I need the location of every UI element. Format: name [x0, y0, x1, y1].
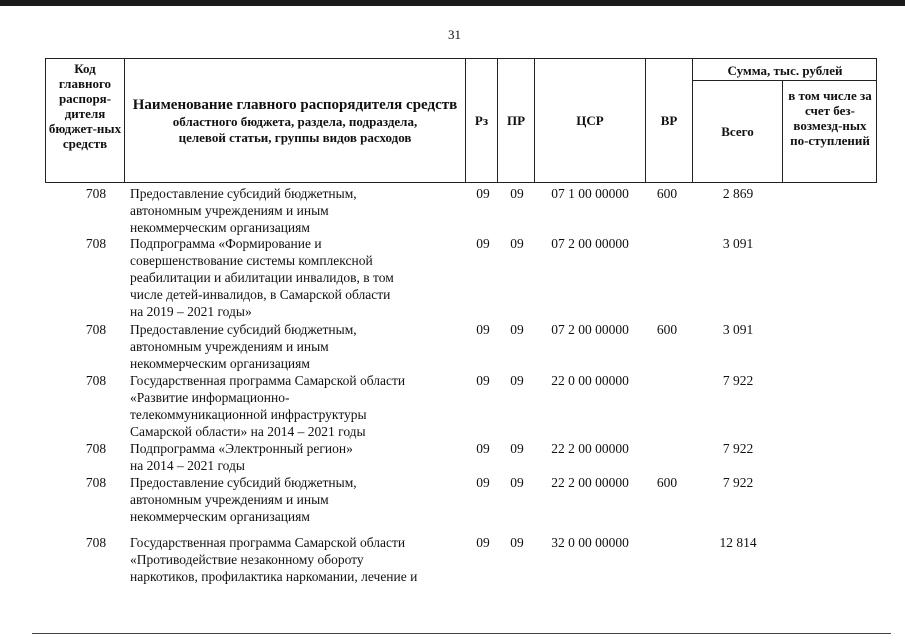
row-name-line: некоммерческим организациям	[130, 356, 310, 371]
row-code: 708	[85, 475, 107, 490]
row-total: 12 814	[719, 535, 757, 550]
scan-bottom-edge	[32, 633, 891, 634]
row-csr: 22 2 00 00000	[551, 475, 629, 490]
row-name	[130, 440, 470, 474]
row-total: 3 091	[722, 322, 754, 337]
header-divider	[782, 80, 783, 183]
row-vr: 600	[656, 475, 678, 490]
row-name-line: наркотиков, профилактика наркомании, лечение и	[130, 569, 418, 584]
header-vr: ВР	[660, 113, 678, 128]
row-csr: 07 2 00 00000	[551, 236, 629, 251]
header-name-line: целевой статьи, группы видов расходов	[178, 130, 412, 145]
row-csr: 07 2 00 00000	[551, 322, 629, 337]
row-name-line: на 2014 – 2021 годы	[130, 458, 245, 473]
row-name-line: Государственная программа Самарской области	[130, 373, 406, 388]
row-code: 708	[85, 535, 107, 550]
row-code: 708	[85, 236, 107, 251]
row-csr: 07 1 00 00000	[551, 186, 629, 201]
row-name-line: Предоставление субсидий бюджетным,	[130, 322, 357, 337]
row-name-line: Предоставление субсидий бюджетным,	[130, 475, 357, 490]
row-name-line: автономным учреждениям и иным	[130, 492, 329, 507]
row-total: 2 869	[722, 186, 754, 201]
row-pr: 09	[510, 236, 524, 251]
row-name	[130, 534, 470, 585]
row-rz: 09	[476, 373, 490, 388]
row-total: 3 091	[722, 236, 754, 251]
header-sum-group: Сумма, тыс. рублей	[727, 63, 843, 78]
row-name-line: совершенствование системы комплексной	[130, 253, 373, 268]
row-rz: 09	[476, 475, 490, 490]
row-name-line: некоммерческим организациям	[130, 220, 310, 235]
header-rz: Рз	[474, 113, 489, 128]
row-rz: 09	[476, 535, 490, 550]
header-name	[126, 96, 464, 146]
row-pr: 09	[510, 322, 524, 337]
header-divider	[692, 80, 877, 81]
row-pr: 09	[510, 475, 524, 490]
row-total: 7 922	[722, 441, 754, 456]
row-code: 708	[85, 373, 107, 388]
row-pr: 09	[510, 373, 524, 388]
header-incl: в том числе за счет без-возмезд-ных по-ступлений	[788, 88, 872, 148]
row-name-line: Предоставление субсидий бюджетным,	[130, 186, 357, 201]
header-divider	[124, 58, 125, 183]
row-name	[130, 474, 470, 525]
header-name-line: Наименование главного распорядителя средств	[132, 97, 458, 113]
header-csr: ЦСР	[576, 113, 604, 128]
page-number: 31	[448, 27, 461, 42]
row-total: 7 922	[722, 475, 754, 490]
row-name	[130, 185, 470, 236]
row-rz: 09	[476, 441, 490, 456]
row-name	[130, 235, 470, 320]
row-rz: 09	[476, 322, 490, 337]
scan-top-edge	[0, 0, 905, 6]
header-total: Всего	[721, 124, 754, 139]
row-name-line: телекоммуникационной инфраструктуры	[130, 407, 367, 422]
row-code: 708	[85, 441, 107, 456]
row-vr: 600	[656, 322, 678, 337]
row-rz: 09	[476, 186, 490, 201]
row-vr: 600	[656, 186, 678, 201]
row-name-line: реабилитации и абилитации инвалидов, в том	[130, 270, 394, 285]
row-csr: 22 0 00 00000	[551, 373, 629, 388]
row-csr: 22 2 00 00000	[551, 441, 629, 456]
row-name-line: «Противодействие незаконному обороту	[130, 552, 364, 567]
row-pr: 09	[510, 535, 524, 550]
row-pr: 09	[510, 441, 524, 456]
row-pr: 09	[510, 186, 524, 201]
header-name-line: областного бюджета, раздела, подраздела,	[172, 114, 418, 129]
row-name-line: автономным учреждениям и иным	[130, 339, 329, 354]
row-name-line: Подпрограмма «Электронный регион»	[130, 441, 353, 456]
row-name	[130, 372, 470, 440]
row-csr: 32 0 00 00000	[551, 535, 629, 550]
row-code: 708	[85, 322, 107, 337]
row-name-line: на 2019 – 2021 годы»	[130, 304, 252, 319]
row-name-line: «Развитие информационно-	[130, 390, 290, 405]
row-total: 7 922	[722, 373, 754, 388]
row-name-line: Государственная программа Самарской области	[130, 535, 406, 550]
header-pr: ПР	[506, 113, 526, 128]
row-name-line: числе детей-инвалидов, в Самарской области	[130, 287, 391, 302]
row-name-line: автономным учреждениям и иным	[130, 203, 329, 218]
header-code: Код главного распоря-дителя бюджет-ных средств	[48, 61, 122, 151]
row-name-line: Самарской области» на 2014 – 2021 годы	[130, 424, 366, 439]
row-rz: 09	[476, 236, 490, 251]
row-name	[130, 321, 470, 372]
row-name-line: Подпрограмма «Формирование и	[130, 236, 322, 251]
row-name-line: некоммерческим организациям	[130, 509, 310, 524]
row-code: 708	[85, 186, 107, 201]
